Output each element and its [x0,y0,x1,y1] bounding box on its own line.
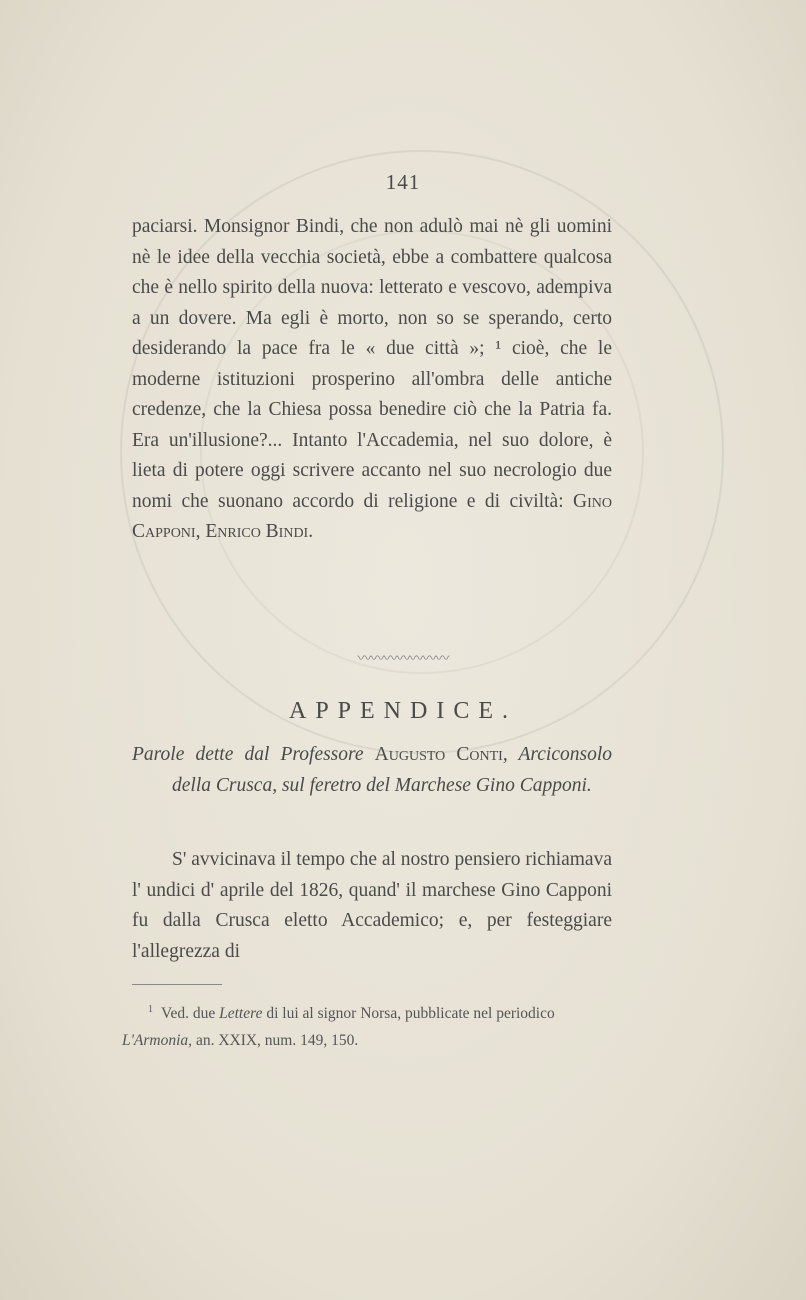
names-separator: , [195,521,206,542]
subtitle-part2: , Arciconsolo della Crusca, sul feretro del Marchese Gino Capponi. [172,744,612,796]
section-ornament: 〰〰〰〰〰〰〰 [357,652,449,667]
footnote-part3: an. XXIX, num. 149, 150. [192,1032,359,1050]
name-enrico-bindi: Enrico Bindi [205,521,309,542]
appendix-text: S' avvicinava il tempo che al nostro pensiero richiamava l' undici d' aprile del 1826, quand' il marchese Gino Capponi fu dalla Crusca eletto Accademico; e, per festeggiare l'allegrezza di [132,849,612,962]
subtitle-part1: Parole dette dal Professore [132,744,375,765]
appendix-paragraph [132,845,612,967]
footnote-marker: 1 [148,1004,153,1015]
name-gino-capponi: Gino Capponi [132,490,613,542]
main-paragraph [132,212,612,548]
footnote-italic1: Lettere [219,1005,263,1023]
paragraph-end: . [308,521,314,542]
page-number: 141 [385,170,421,194]
footnote-part2: di lui al signor Norsa, pubblicate nel periodico [262,1005,555,1023]
main-text: paciarsi. Monsignor Bindi, che non adulò mai nè gli uomini nè le idee della vecchia società, ebbe a combattere qualcosa che è nello spirito della nuova: letterato e vescovo, adempiva a un dovere. Ma egli è morto, non so se sperando, certo desiderando la pace fra le « due città »; ¹ cioè, che le moderne istituzioni prosperino all'ombra delle antiche credenze, che la Chiesa possa benedire ciò che la Patria fa. Era un'illusione?... Intanto l'Accademia, nel suo dolore, è lieta di potere oggi scrivere accanto nel suo necrologio due nomi che suonano accordo di religione e di civiltà: [132,216,612,512]
footnote-rule [132,984,222,985]
appendix-heading: APPENDICE. [288,698,517,724]
subtitle-name: Augusto Conti [374,744,503,765]
footnote [122,996,612,1054]
appendix-subtitle [132,740,612,801]
footnote-part1: Ved. due [161,1005,220,1023]
footnote-italic2: L'Armonia, [122,1032,193,1050]
